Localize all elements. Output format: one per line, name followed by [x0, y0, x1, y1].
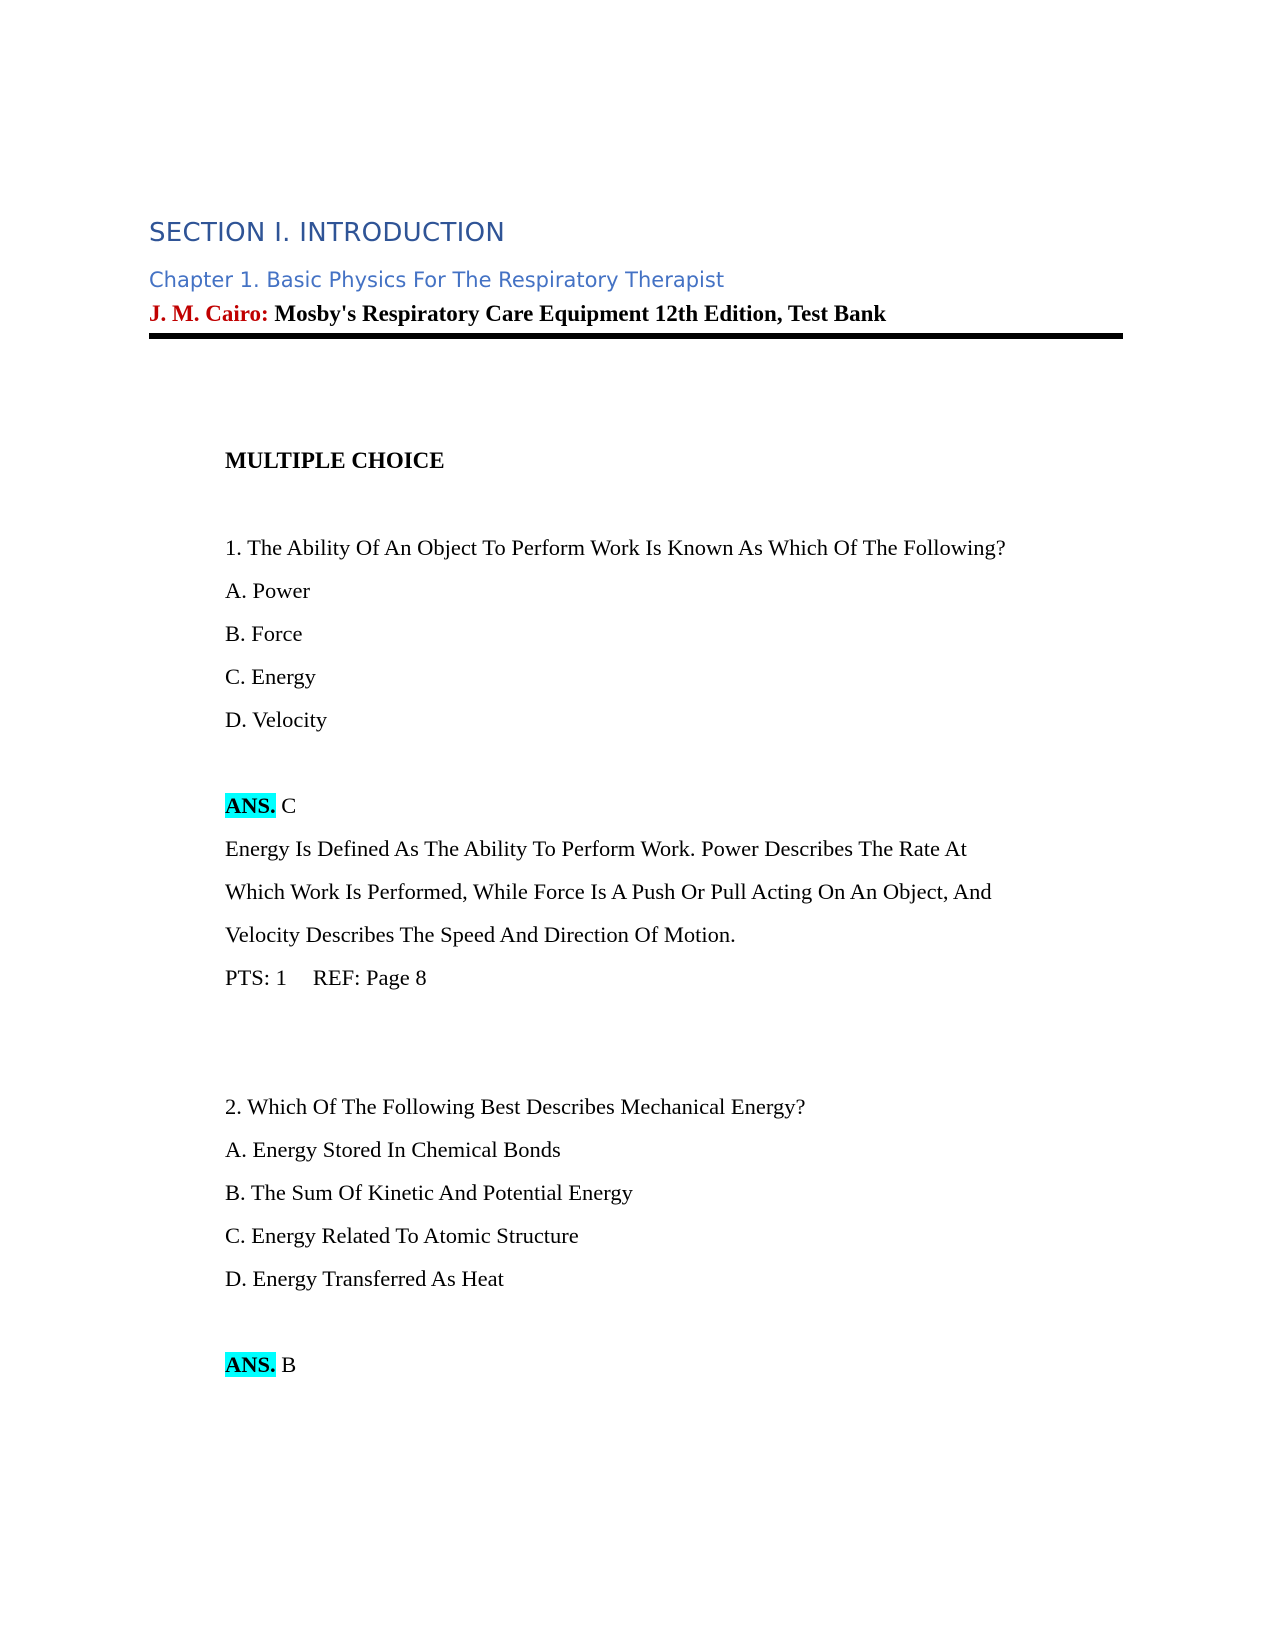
book-line: [149, 301, 886, 327]
question-1-meta: [225, 965, 427, 991]
question-2-option-d: D. Energy Transferred As Heat: [225, 1266, 504, 1291]
section-title: SECTION I. INTRODUCTION: [149, 218, 506, 248]
question-1-option-a: A. Power: [225, 578, 310, 603]
question-1-explanation-line: Energy Is Defined As The Ability To Perform Work. Power Describes The Rate At: [225, 836, 967, 861]
answer-value: C: [275, 793, 297, 818]
header-divider: [149, 333, 1123, 339]
question-2-option-a: A. Energy Stored In Chemical Bonds: [225, 1137, 561, 1162]
question-1-option-c: C. Energy: [225, 664, 316, 689]
section-heading: MULTIPLE CHOICE: [225, 448, 445, 473]
answer-label: ANS.: [225, 1352, 276, 1377]
question-2-answer: [225, 1352, 296, 1378]
book-title: Mosby's Respiratory Care Equipment 12th Edition, Test Bank: [268, 301, 887, 326]
chapter-title: Chapter 1. Basic Physics For The Respiratory Therapist: [149, 268, 725, 292]
answer-value: B: [275, 1352, 297, 1377]
question-2-option-b: B. The Sum Of Kinetic And Potential Energy: [225, 1180, 633, 1205]
question-2-stem: 2. Which Of The Following Best Describes Mechanical Energy?: [225, 1094, 806, 1119]
answer-label: ANS.: [225, 793, 276, 818]
reference: REF: Page 8: [312, 965, 427, 990]
question-1-explanation-line: Velocity Describes The Speed And Direction Of Motion.: [225, 922, 736, 947]
points: PTS: 1: [225, 965, 287, 990]
question-1-explanation-line: Which Work Is Performed, While Force Is A Push Or Pull Acting On An Object, And: [225, 879, 992, 904]
question-1-answer: [225, 793, 296, 819]
question-2-option-c: C. Energy Related To Atomic Structure: [225, 1223, 579, 1248]
author-name: J. M. Cairo:: [149, 301, 269, 326]
question-1-stem: 1. The Ability Of An Object To Perform Work Is Known As Which Of The Following?: [225, 535, 1006, 560]
question-1-option-b: B. Force: [225, 621, 303, 646]
question-1-option-d: D. Velocity: [225, 707, 328, 732]
